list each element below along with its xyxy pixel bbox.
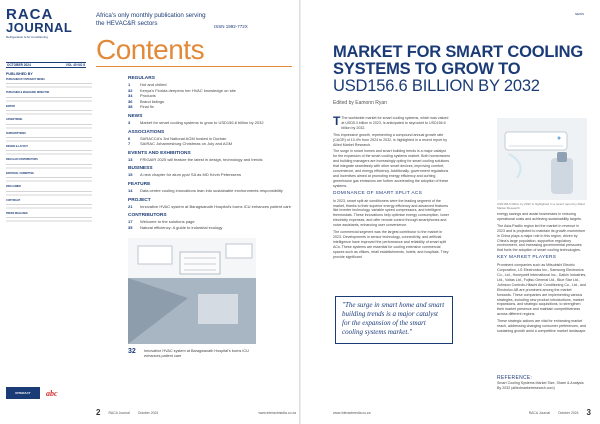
toc-section-heading: ASSOCIATIONS — [128, 129, 165, 135]
sidebar-block — [6, 199, 92, 210]
tagline: Africa's only monthly publication serving the HEVAC&R sectors — [96, 12, 206, 27]
page-title: Contents — [96, 34, 205, 65]
sidebar-block — [6, 118, 92, 129]
toc-page-number: 14 — [128, 187, 133, 193]
sidebar-block — [6, 78, 92, 89]
sidebar-text-lines — [6, 203, 92, 210]
toc-entry[interactable] — [128, 225, 294, 231]
toc-page-number: 3 — [128, 119, 131, 125]
article-column-1 — [333, 116, 451, 294]
sidebar-text-lines — [6, 149, 92, 156]
toc-section-heading: REGULARS — [128, 76, 155, 81]
sidebar-block-label: REGULAR CONTRIBUTORS — [6, 158, 38, 162]
interact-media-logo: INTERACT — [6, 387, 40, 399]
section-label: NEWS — [575, 12, 584, 16]
ceiling-unit-illustration — [128, 238, 256, 344]
toc-page-number: 36 — [128, 98, 133, 104]
logo-line1: RACA — [6, 6, 54, 23]
sidebar-block — [6, 185, 92, 196]
toc-entry[interactable] — [128, 120, 294, 126]
toc-entry-title: SAIRAC Johannesburg Christmas on July and AGM — [140, 141, 233, 147]
sidebar-heading: PUBLISHED BY — [6, 72, 33, 76]
pull-quote: "The surge in smart home and smart building trends is a major catalyst for the expansion of the smart cooling systems market." — [335, 296, 453, 344]
toc-entry[interactable] — [128, 172, 294, 178]
sidebar-block-label: COPYRIGHT — [6, 198, 21, 202]
toc-entry-title: Market for smart cooling systems to grow to USD156.6 billion by 2032 — [140, 119, 264, 125]
smart-cooling-photo — [497, 118, 587, 200]
toc-page-number: 17 — [128, 219, 133, 225]
toc-entry-title: Natural efficiency: A guide to industrial ecology — [140, 224, 223, 230]
footer-site[interactable]: www.interactmedia.co.za — [333, 410, 371, 415]
toc-entry[interactable] — [128, 204, 294, 210]
paragraph: In 2023, smart split air conditioners were the leading segment of the market, thanks to their superior energy efficiency and advanced features like inverter technology, variable speed compressors, and intelligent thermostats. These innovations help optimise energy consumption, lower electricity expenses, and offer remote control through smartphones and voice assistants, enhancing user convenience. — [333, 198, 449, 228]
headline-line2: SYSTEMS TO GROW TO — [333, 60, 521, 78]
reference-block — [497, 376, 587, 390]
toc-page-number: 32 — [128, 87, 133, 93]
sidebar-block — [6, 105, 92, 116]
toc-section-heading: CONTRIBUTORS — [128, 213, 167, 219]
photo-page-number: 32 — [128, 348, 136, 355]
toc-entry[interactable] — [128, 104, 294, 110]
toc-page-number: 35 — [128, 224, 133, 230]
sidebar-block-label: EDITORIAL COMMITTEE — [6, 171, 34, 175]
toc-page-number: 21 — [128, 203, 133, 209]
toc-page-number: 13 — [128, 156, 133, 162]
footer-site[interactable]: www.interactmedia.co.za — [258, 410, 296, 415]
toc-entry-title: Products — [140, 93, 156, 99]
toc-entry-title: Final fix — [140, 104, 154, 110]
wall-ac-illustration — [497, 118, 587, 200]
toc-section-heading: FEATURE — [128, 181, 151, 187]
abc-logo: abc — [46, 388, 58, 398]
sidebar-text-lines — [6, 163, 92, 170]
article-column-2 — [497, 212, 587, 372]
toc-entry-title: A new chapter for alum ppa! SA as MD Kevin Peterssens — [140, 172, 241, 178]
article-headline — [333, 44, 585, 95]
issue-month: OCTOBER 2024 — [7, 63, 31, 67]
issue-volume: VOL 40 NO 8 — [65, 63, 85, 67]
headline-line1: MARKET FOR SMART COOLING — [333, 43, 584, 61]
raca-logo — [6, 8, 86, 34]
article-column-1-cont — [335, 348, 453, 404]
footer-meta — [529, 408, 591, 417]
footer-left — [96, 408, 296, 417]
article-page — [301, 0, 600, 424]
toc-entry-title: Hot and chilled — [140, 82, 167, 87]
toc-entry[interactable] — [128, 157, 294, 163]
toc-section-heading: EVENTS AND EXHIBITIONS — [128, 150, 191, 156]
toc-entry-title: SARACCA's 3rd National AGM hosted in Durban — [140, 135, 227, 141]
toc-entry-title: Kenya's Florida deepens her HVAC knowledge on site — [140, 87, 236, 93]
toc-section-heading: BUSINESS — [128, 166, 153, 172]
sidebar-block — [6, 91, 92, 102]
footer-month: October 2024 — [558, 410, 579, 415]
toc-section-heading: NEWS — [128, 113, 143, 119]
toc-entry-title: Data centre cooling innovations lean into sustainable environments responsibility — [140, 187, 283, 193]
logo-line2: JOURNAL — [6, 20, 73, 35]
paragraph: Prominent companies such as Mitsubishi Electric Corporation, LG Electronics Inc., Samsung Electronics Co., Ltd., Honeywell International Inc., Daikin Industries, Ltd., Voltas Ltd., Fujitsu General Ltd., Blue Star Ltd., Johnson Controls-Hitachi Air Conditioning Co., Ltd., and Electrolux AB are prominent among the market forwards. These companies are implementing various strategies, including new product introductions, market expansions, and strategic acquisitions, to strengthen their market presence and maintain competitiveness across different regions. — [497, 263, 587, 317]
toc-page-number: 15 — [128, 172, 133, 178]
sidebar-block-label: PUBLISHED BY INTERACT MEDIA — [6, 78, 45, 81]
sidebar-text-lines — [6, 109, 92, 116]
toc-entry-title: FRIGAIR 2025 will feature the latest in design, technology and trends — [140, 156, 263, 162]
sidebar-text-lines — [6, 123, 92, 130]
toc-entry-title: Innovative HVAC system at Baragwanath Hospital's burns ICU enhances patient care — [140, 203, 291, 209]
headline-line3: USD156.6 BILLION BY 2032 — [333, 77, 540, 95]
publisher-sidebar — [6, 72, 92, 388]
sidebar-block-label: DESIGN & LAYOUT — [6, 145, 28, 149]
footer-month: October 2024 — [137, 410, 159, 415]
paragraph: The Asia-Pacific region led the market in revenue in 2023 and is projected to maintain its growth momentum in China plays a major role in this region, driven by China's large population, supportive regulatory environment, and increasing governmental pressures that fuels the adoption of smart cooling technologies. — [497, 223, 586, 253]
masthead — [6, 8, 86, 64]
toc-entry[interactable] — [128, 141, 294, 147]
toc-page-number: 1 — [128, 82, 131, 87]
paragraph: The commercial segment was the largest contributor to the market in 2023. Developments in sensor technology, connectivity, and artificial intelligence have improved the performance and reliability of smart split ACs. These systems are essential for cooling extensive commercial spaces such as offices, retail establishments, hotels, and hospitals. They provide significant — [333, 230, 449, 259]
toc-entry[interactable] — [128, 188, 294, 194]
title-divider — [96, 66, 292, 67]
page-number: 3 — [586, 408, 591, 417]
toc-page-number: 7 — [128, 141, 131, 147]
issue-bar — [6, 62, 86, 68]
paragraph: This impressive growth, representing a compound annual growth rate (CAGR) of 10.4% from 2024 to 2032, is highlighted in a recent report by Allied Market Research. — [333, 132, 448, 147]
issn: ISSN 1992-772X — [214, 24, 248, 29]
sidebar-block — [6, 132, 92, 143]
sidebar-block-label: EDITOR — [6, 104, 15, 108]
lead-paragraph: T The worldwide market for smart cooling systems, which was valued at USD5.3 billion in 2023, is anticipated to skyrocket to USD156.6 billion by 2032. — [333, 116, 449, 130]
article-photo-caption: USD156.6 billion by 2032 is highlighted in a recent report by Allied Market Research — [497, 202, 585, 210]
footer-journal: RACA Journal — [108, 410, 130, 415]
sidebar-text-lines — [6, 96, 92, 103]
sidebar-text-lines — [6, 176, 92, 183]
footer-journal: RACA Journal — [528, 410, 550, 415]
drop-cap: T — [333, 116, 341, 128]
reference-heading: REFERENCE: — [497, 375, 533, 381]
sidebar-blocks — [6, 78, 92, 223]
sidebar-block-label: PRESS RELEASES — [6, 212, 28, 216]
page-number: 2 — [96, 408, 101, 417]
toc-entry-title: Brand listings — [140, 98, 165, 104]
toc-page-number: 6 — [128, 135, 131, 141]
sidebar-block-label: ADVERTISING — [6, 118, 23, 122]
byline: Edited by Eamonn Ryan — [333, 100, 387, 106]
toc-entry-title: Welcome to the solutions page — [140, 219, 195, 225]
hospital-hvac-photo — [128, 238, 256, 344]
toc-page-number: 34 — [128, 93, 133, 99]
sidebar-block — [6, 145, 92, 156]
sidebar-block — [6, 158, 92, 169]
sidebar-block-label: SUBSCRIPTIONS — [6, 131, 26, 135]
logo-subtitle: Refrigeration & Air Conditioning — [6, 35, 48, 39]
paragraph: energy savings and assist businesses in reducing operational costs and achieving sustainability targets. — [497, 212, 582, 221]
sidebar-block-label: PUBLISHER & MANAGING DIRECTOR — [6, 91, 50, 95]
sidebar-block — [6, 212, 92, 223]
toc-page-number: 38 — [128, 104, 133, 110]
paragraph: The surge in smart homes and smart building trends is a major catalyst for the expansion of the smart cooling systems market. Both homeowners and building managers are increasingly opting for smart cooling solutions that integrate seamlessly with other smart devices, improving comfort, convenience, and energy efficiency. Additionally, government regulations and incentives aimed at promoting energy efficiency and curbing greenhouse gas emissions are further accelerating the adoption of these systems. — [333, 149, 451, 188]
subheading: DOMINANCE OF SMART SPLIT ACS — [333, 190, 423, 196]
toc-section-heading: PROJECT — [128, 197, 151, 203]
sidebar-block — [6, 172, 92, 183]
reference-link[interactable]: Smart Cooling Systems Market Size, Share & Analysis By 2032 (alliedmarketresearch.com) — [497, 380, 584, 390]
sidebar-text-lines — [6, 190, 92, 197]
footer-right — [333, 408, 591, 417]
sidebar-text-lines — [6, 136, 92, 143]
sidebar-logos — [6, 386, 92, 400]
photo-caption: Innovative HVAC system at Baragwanath Hospital's burns ICU enhances patient care — [144, 349, 249, 358]
subheading: KEY MARKET PLAYERS — [497, 255, 557, 261]
sidebar-text-lines — [6, 82, 92, 89]
contents-page — [0, 0, 299, 424]
sidebar-block-label: DISCLAIMER — [6, 185, 21, 189]
sidebar-text-lines — [6, 216, 92, 223]
paragraph: These strategic actions are vital for enhancing market reach, addressing changing consumer preferences, and sustaining growth amid a competitive market landscape. — [497, 319, 587, 333]
